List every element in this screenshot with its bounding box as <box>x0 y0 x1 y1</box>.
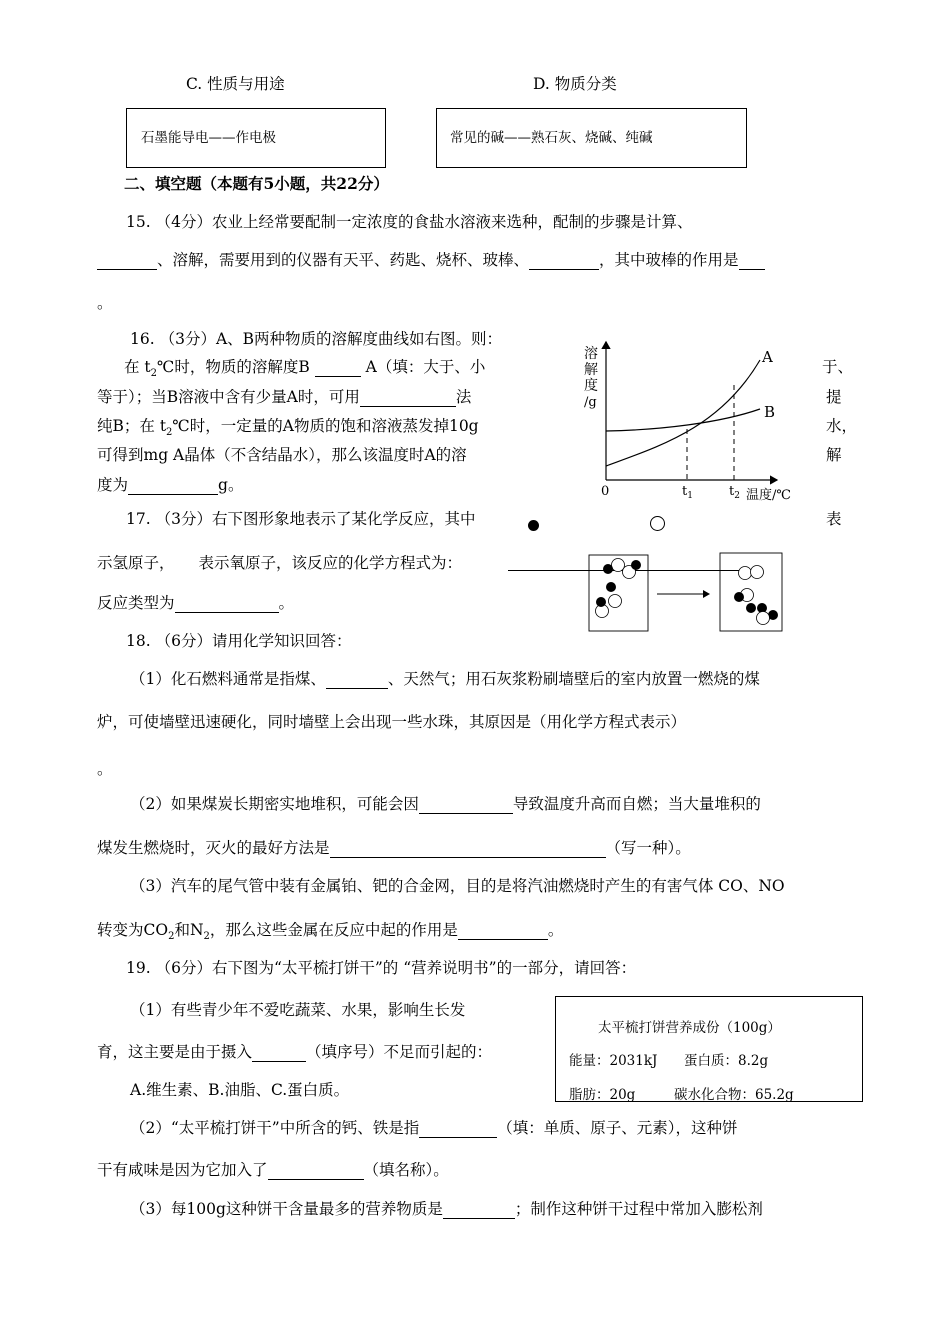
series-a-label: A <box>762 348 773 366</box>
q18-p3-line2: 转变为$CO_2$和$N_2$，那么这些金属在反应中起的作用是 。 <box>97 921 564 943</box>
q16-line4: 纯B；在 $t_2℃$时，一定量的A物质的饱和溶液蒸发掉10g <box>97 417 479 439</box>
q16-blank-1[interactable] <box>315 360 361 377</box>
q16-line1: 16. （3分）A、B两种物质的溶解度曲线如右图。则： <box>130 330 503 348</box>
q17-line1-right: 表 <box>826 510 842 528</box>
reactant-h-atom <box>606 582 616 592</box>
q16-line5-right: 解 <box>826 446 842 464</box>
y-axis-label-4: /g <box>584 395 597 410</box>
q18-blank-2[interactable] <box>419 797 513 814</box>
nutrition-protein: 蛋白质：8.2g <box>684 1053 769 1069</box>
q16-blank-2[interactable] <box>360 390 456 407</box>
q19-p1-line1: （1）有些青少年不爱吃蔬菜、水果，影响生长发 <box>130 1001 466 1019</box>
tick-t1: $t_1$ <box>682 484 693 501</box>
y-axis-label-3: 度 <box>584 378 598 394</box>
reactant-h-atom <box>631 560 641 570</box>
q17-line3: 反应类型为 。 <box>97 594 295 612</box>
q19-blank-4[interactable] <box>443 1202 515 1219</box>
reaction-diagram <box>585 550 790 635</box>
q19-blank-2[interactable] <box>419 1121 497 1138</box>
product-h-atom <box>746 603 756 613</box>
q16-line3-right: 提 <box>826 388 842 406</box>
q18-p2-line1: （2）如果煤炭长期密实地堆积，可能会因 导致温度升高而自燃；当大量堆积的 <box>130 795 761 813</box>
q18-p3-line1: （3）汽车的尾气管中装有金属铂、钯的合金网，目的是将汽油燃烧时产生的有害气体 CO、NO <box>130 877 785 895</box>
section-heading: 二、填空题（本题有5小题，共22分） <box>124 174 389 193</box>
q19-blank-3[interactable] <box>268 1163 364 1180</box>
q16-line5: 可得到mg A晶体（不含结晶水），那么该温度时A的溶 <box>97 446 467 464</box>
q15-blank-1[interactable] <box>97 253 157 270</box>
q18-p1-line2: 炉，可使墙壁迅速硬化，同时墙壁上会出现一些水珠，其原因是（用化学方程式表示） <box>97 713 687 731</box>
y-axis-label-2: 解 <box>584 362 598 378</box>
nutrition-label <box>555 996 863 1102</box>
product-h-atom <box>734 592 744 602</box>
product-o-atom <box>757 612 770 625</box>
y-axis-label-1: 溶 <box>584 346 598 362</box>
nutrition-energy: 能量：2031kJ <box>569 1053 658 1069</box>
curve-a <box>606 360 760 466</box>
q18-blank-3[interactable] <box>330 841 606 858</box>
q18-blank-1[interactable] <box>326 672 388 689</box>
q18-p1-line1: （1）化石燃料通常是指煤、 、天然气；用石灰浆粉刷墙壁后的室内放置一燃烧的煤 <box>130 670 760 688</box>
nutrition-title: 太平梳打饼营养成份（100g） <box>598 1020 781 1036</box>
curve-b <box>606 409 760 431</box>
nutrition-fat: 脂肪：20g <box>569 1087 636 1102</box>
nutrition-carbs: 碳水化合物：65.2g <box>674 1087 794 1102</box>
option-d-title: D. 物质分类 <box>533 75 617 93</box>
q18-line1: 18. （6分）请用化学知识回答： <box>126 632 352 650</box>
option-c-text: 石墨能导电——作电极 <box>141 130 276 146</box>
q18-blank-4[interactable] <box>458 923 548 940</box>
hydrogen-atom-legend-icon <box>528 520 539 531</box>
q16-blank-3[interactable] <box>128 478 218 495</box>
q15-blank-2[interactable] <box>529 253 599 270</box>
q19-p2-line1: （2）“太平梳打饼干”中所含的钙、铁是指 （填：单质、原子、元素），这种饼 <box>130 1119 738 1137</box>
x-axis-label: 温度/℃ <box>746 488 791 503</box>
q15-line3: 。 <box>97 294 113 312</box>
origin-label: 0 <box>601 484 610 499</box>
option-d-box <box>436 108 747 168</box>
option-c-title: C. 性质与用途 <box>186 75 285 93</box>
reactant-h-atom <box>603 564 613 574</box>
q15-line1: 15. （4分）农业上经常要配制一定浓度的食盐水溶液来选种，配制的步骤是计算、 <box>126 213 693 231</box>
q17-blank-type[interactable] <box>175 596 279 613</box>
series-b-label: B <box>764 403 776 421</box>
option-c-box <box>126 108 386 168</box>
option-d-text: 常见的碱——熟石灰、烧碱、纯碱 <box>450 130 653 146</box>
q19-line1: 19. （6分）右下图为“太平梳打饼干”的 “营养说明书”的一部分，请回答： <box>126 959 637 977</box>
oxygen-atom-legend-icon <box>650 516 665 531</box>
q17-line1: 17. （3分）右下图形象地表示了某化学反应，其中 <box>126 510 476 528</box>
q18-p1-line3: 。 <box>97 760 113 778</box>
q16-line4-right: 水， <box>826 417 858 435</box>
q15-blank-3[interactable] <box>739 253 765 270</box>
q17-line2: 示氢原子， 表示氧原子，该反应的化学方程式为： <box>97 554 463 572</box>
q15-line2: 、溶解，需要用到的仪器有天平、药匙、烧杯、玻棒、 ，其中玻棒的作用是 <box>97 250 765 270</box>
q19-p1-line2: 育，这主要是由于摄入 （填序号）不足而引起的： <box>97 1043 493 1061</box>
reactant-o-atom <box>609 595 622 608</box>
q16-line3: 等于）；当B溶液中含有少量A时，可用 法 <box>97 388 472 406</box>
product-o-atom <box>739 567 752 580</box>
q19-p2-line2: 干有咸味是因为它加入了 （填名称）。 <box>97 1161 449 1179</box>
q16-line2: 在 $t_2℃$时，物质的溶解度B A（填：大于、小 <box>124 358 486 380</box>
q19-blank-1[interactable] <box>252 1045 306 1062</box>
q19-p3-line1: （3）每100g这种饼干含量最多的营养物质是 ；制作这种饼干过程中常加入膨松剂 <box>130 1200 763 1218</box>
reactant-h-atom <box>596 597 606 607</box>
q19-p1-line3: A.维生素、B.油脂、C.蛋白质。 <box>130 1081 350 1099</box>
tick-t2: $t_2$ <box>729 484 740 501</box>
q16-line6: 度为 g。 <box>97 476 244 494</box>
product-o-atom <box>751 566 764 579</box>
q16-line2-right: 于、 <box>822 358 854 376</box>
solubility-chart <box>570 338 810 508</box>
q18-p2-line2: 煤发生燃烧时，灭火的最好方法是 （写一种）。 <box>97 839 691 857</box>
